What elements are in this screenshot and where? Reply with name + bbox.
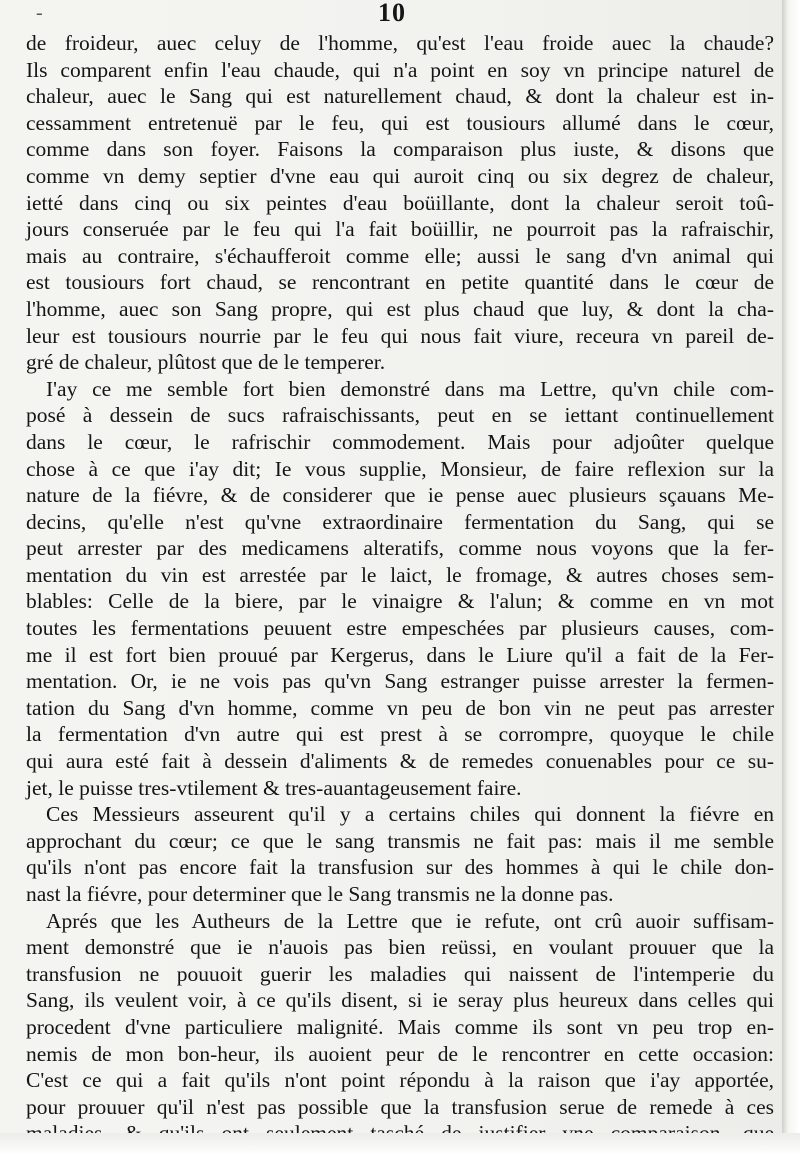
text-line: l'homme, auec son Sang propre, qui est plus chaud que luy, & dont la cha- bbox=[26, 296, 774, 321]
text-line: Aprés que les Autheurs de la Lettre que ie refute, ont crû auoir suffisam- bbox=[46, 908, 774, 933]
paragraph bbox=[26, 376, 774, 802]
text-line: qu'ils n'ont pas encore fait la transfusion sur des hommes à qui le chile don- bbox=[26, 855, 774, 880]
text-line: chose à ce que i'ay dit; Ie vous supplie, Monsieur, de faire reflexion sur la bbox=[26, 456, 774, 481]
text-line: jours conseruée par le feu qui l'a fait boüillir, ne pourroit pas la rafraischir, bbox=[26, 217, 774, 242]
text-line: mentation. Or, ie ne vois pas qu'vn Sang estranger puisse arrester la fermen- bbox=[26, 669, 774, 694]
text-line: procedent d'vne particuliere malignité. Mais comme ils sont vn peu trop en- bbox=[26, 1014, 774, 1039]
text-line: cessamment entretenuë par le feu, qui est tousiours allumé dans le cœur, bbox=[26, 110, 774, 135]
body-text bbox=[26, 30, 774, 1147]
text-line: mentation du vin est arrestée par le laict, le fromage, & autres choses sem- bbox=[26, 562, 774, 587]
text-line: nemis de mon bon-heur, ils auoient peur de le rencontrer en cette occasion: bbox=[26, 1041, 774, 1066]
text-line: qui aura esté fait à dessein d'aliments & de remedes conuenables pour ce su- bbox=[26, 749, 774, 774]
text-line: ietté dans cinq ou six peintes d'eau boüillante, dont la chaleur seroit toû- bbox=[26, 190, 774, 215]
corner-mark: - bbox=[36, 2, 43, 24]
text-line: comme vn demy septier d'vne eau qui auroit cinq ou six degrez de chaleur, bbox=[26, 163, 774, 188]
text-line: transfusion ne pouuoit guerir les maladies qui naissent de l'intemperie du bbox=[26, 961, 774, 986]
page-number: 10 bbox=[378, 0, 406, 27]
paragraph bbox=[26, 908, 774, 1147]
text-line: dans le cœur, le rafrischir commodement. Mais pour adjoûter quelque bbox=[26, 429, 774, 454]
paragraph bbox=[26, 801, 774, 907]
text-line: la fermentation d'vn autre qui est prest à se corrompre, quoyque le chile bbox=[26, 722, 774, 747]
text-line: peut arrester par des medicamens alteratifs, comme nous voyons que la fer- bbox=[26, 536, 774, 561]
text-line: blables: Celle de la biere, par le vinaigre & l'alun; & comme en vn mot bbox=[26, 589, 774, 614]
text-line: C'est ce qui a fait qu'ils n'ont point répondu à la raison que i'ay apportée, bbox=[26, 1068, 774, 1093]
text-line: de froideur, auec celuy de l'homme, qu'est l'eau froide auec la chaude? bbox=[26, 31, 774, 55]
text-line: approchant du cœur; ce que le sang transmis ne fait pas: mais il me semble bbox=[26, 828, 774, 853]
text-line: gré de chaleur, plûtost que de le temperer. bbox=[26, 350, 386, 375]
text-line: pour prouuer qu'il n'est pas possible que la transfusion serue de remede à ces bbox=[26, 1094, 774, 1119]
text-line: Ils comparent enfin l'eau chaude, qui n'a point en soy vn principe naturel de bbox=[26, 57, 774, 82]
text-line: leur est tousiours nourrie par le feu qui nous fait viure, receura vn pareil de- bbox=[26, 323, 774, 348]
text-line: tation du Sang d'vn homme, comme vn peu de bon vin ne peut pas arrester bbox=[26, 695, 774, 720]
text-line: Sang, ils veulent voir, à ce qu'ils disent, si ie seray plus heureux dans celles qui bbox=[26, 988, 774, 1013]
text-line: I'ay ce me semble fort bien demonstré dans ma Lettre, qu'vn chile com- bbox=[46, 376, 774, 401]
text-line: posé à dessein de sucs rafraischissants, peut en se iettant continuellement bbox=[26, 403, 774, 428]
paragraph bbox=[26, 30, 774, 376]
text-line: nast la fiévre, pour determiner que le Sang transmis ne la donne pas. bbox=[26, 882, 614, 906]
text-line: jet, le puisse tres-vtilement & tres-auantageusement faire. bbox=[26, 775, 522, 800]
text-line: toutes les fermentations peuuent estre empeschées par plusieurs causes, com- bbox=[26, 616, 774, 641]
text-line: comme dans son foyer. Faisons la comparaison plus iuste, & disons que bbox=[26, 137, 774, 162]
text-line: me il est fort bien prouué par Kergerus, dans le Liure qu'il a fait de la Fer- bbox=[26, 642, 774, 667]
text-line: est tousiours fort chaud, se rencontrant en petite quantité dans le cœur de bbox=[26, 270, 774, 295]
text-line: chaleur, auec le Sang qui est naturellement chaud, & dont la chaleur est in- bbox=[26, 84, 774, 109]
text-line: nature de la fiévre, & de considerer que ie pense auec plusieurs sçauans Me- bbox=[26, 483, 774, 508]
page-bottom-strip bbox=[0, 1133, 800, 1155]
text-line: mais au contraire, s'échaufferoit comme elle; aussi le sang d'vn animal qui bbox=[26, 243, 774, 268]
text-line: Ces Messieurs asseurent qu'il y a certains chiles qui donnent la fiévre en bbox=[46, 802, 774, 827]
text-line: ment demonstré que ie n'auois pas bien reüssi, en voulant prouuer que la bbox=[26, 935, 774, 960]
page-edge bbox=[782, 0, 800, 1155]
text-line: decins, qu'elle n'est qu'vne extraordinaire fermentation du Sang, qui se bbox=[26, 509, 774, 534]
